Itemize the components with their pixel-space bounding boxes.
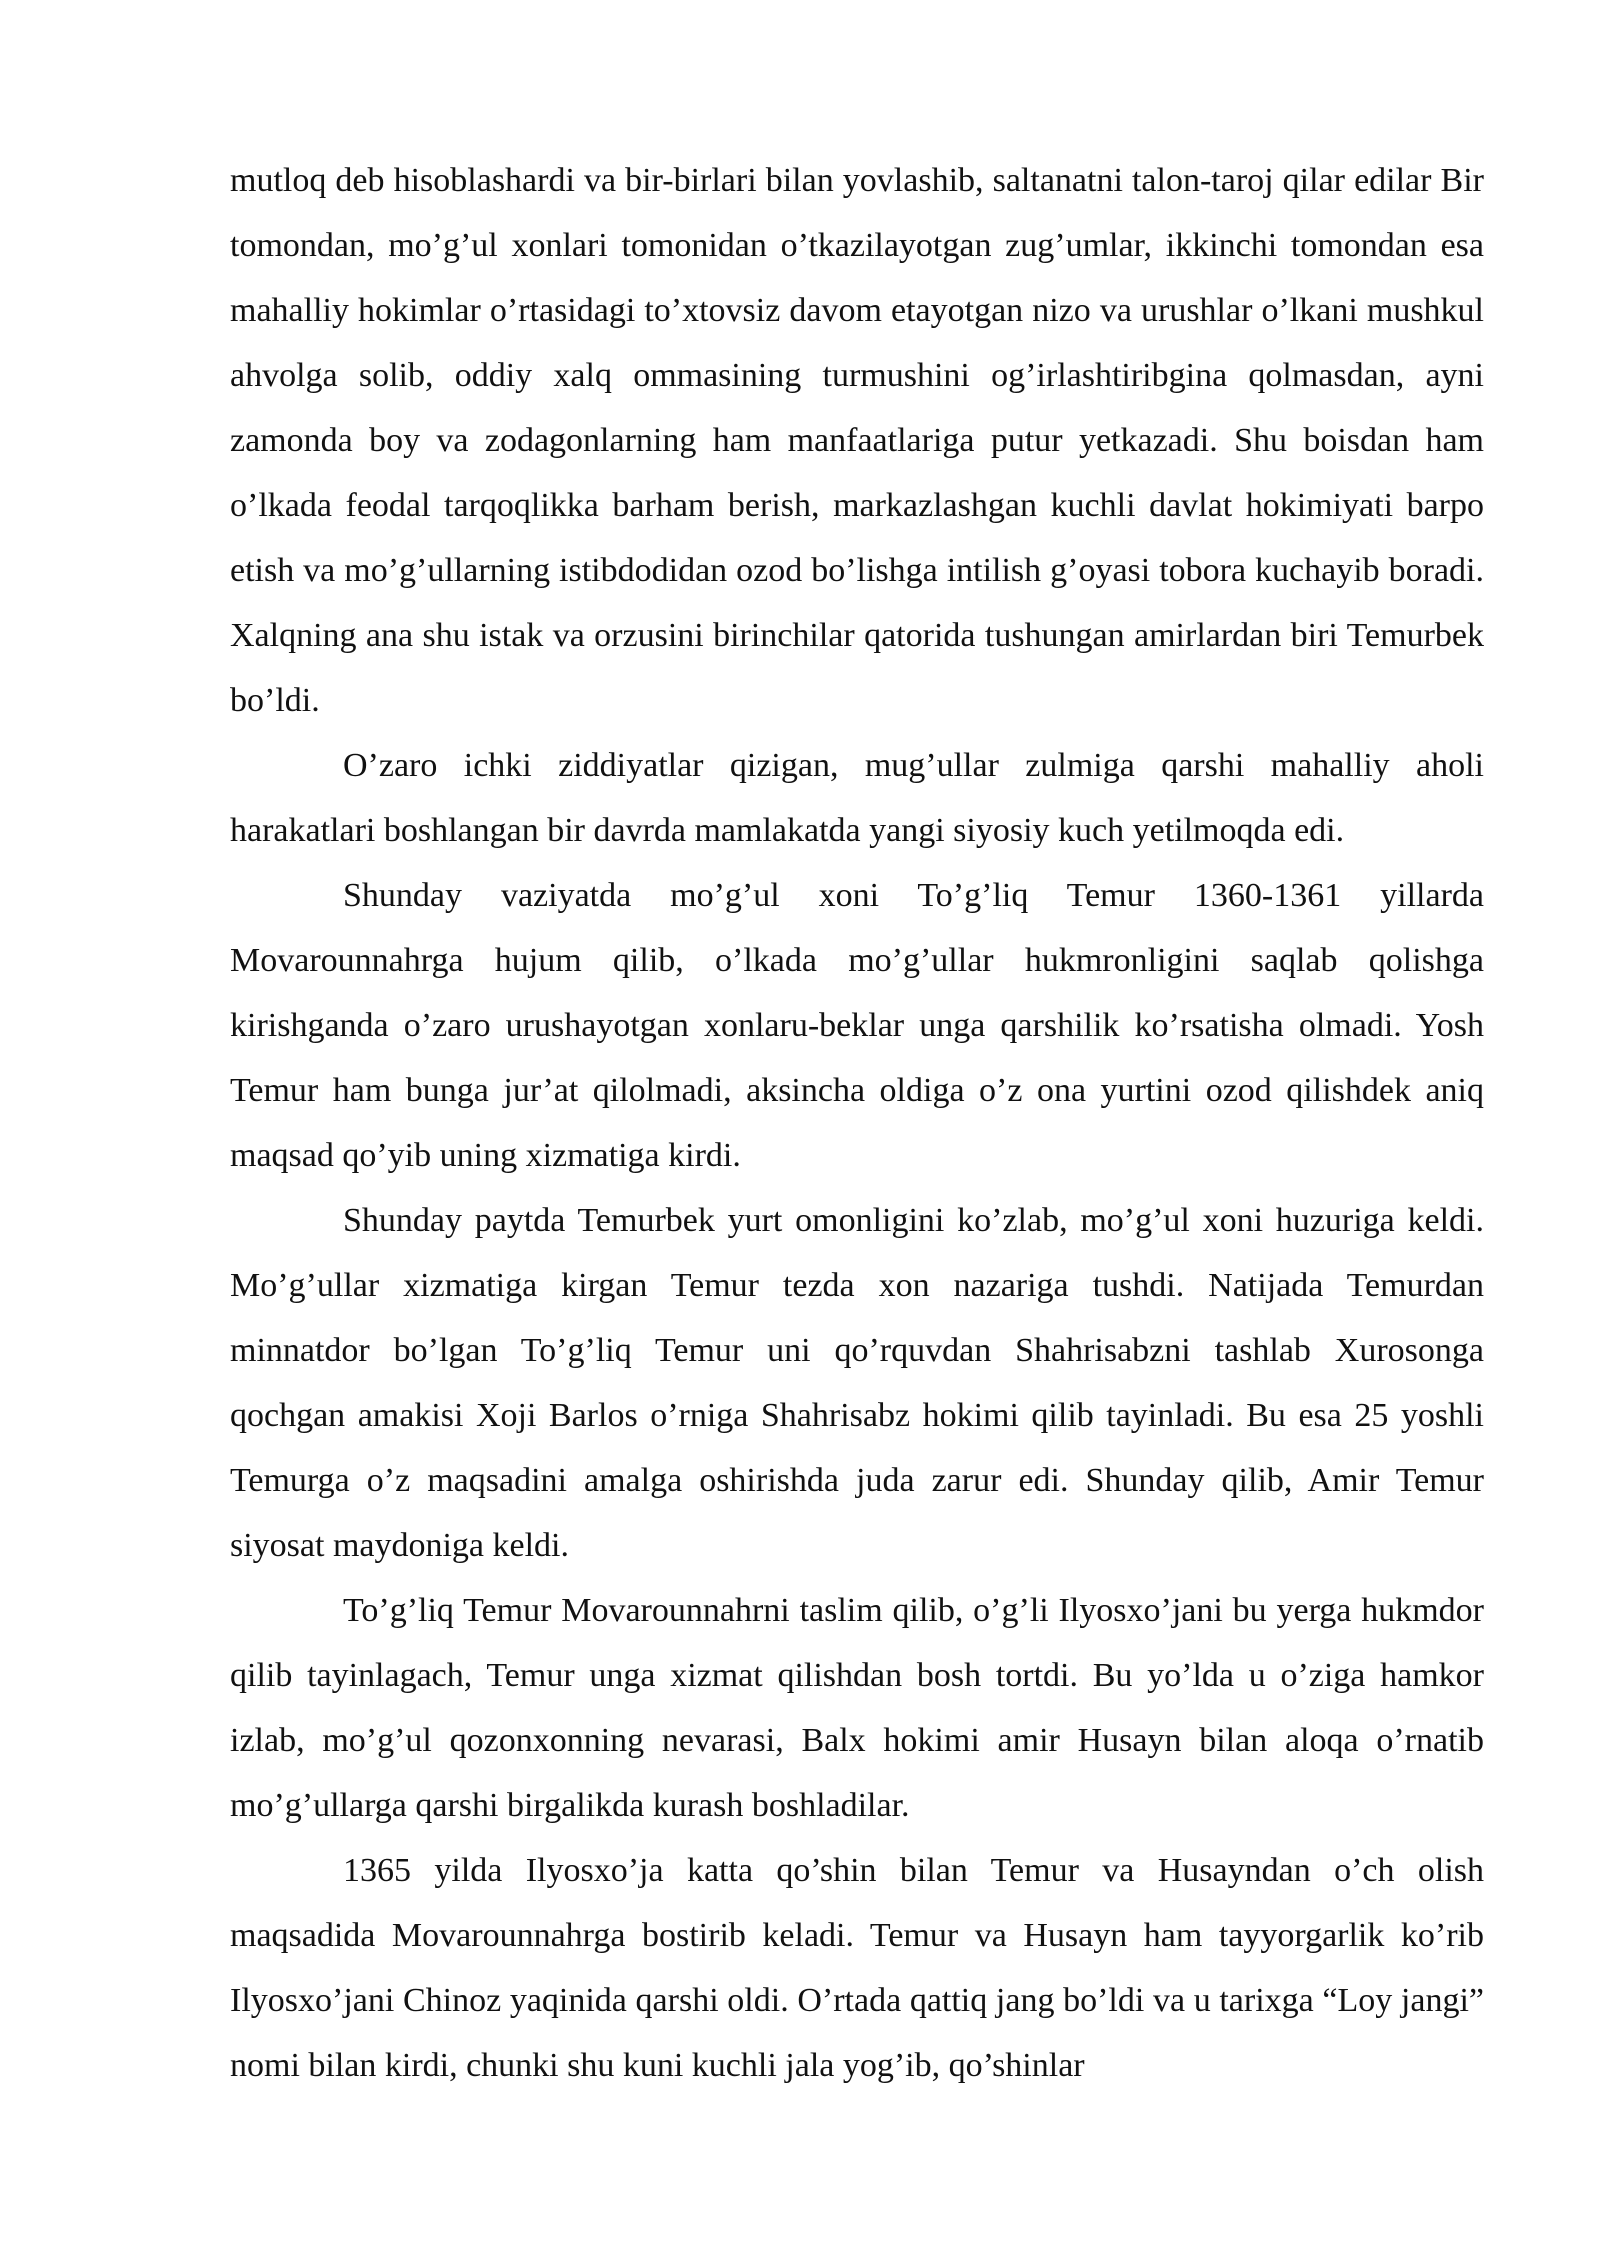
paragraph-3: Shunday vaziyatda mo’g’ul xoni To’g’liq Temur 1360-1361 yillarda Movarounnahrga hujum qilib, o’lkada mo’g’ullar hukmronligini saqlab qolishga kirishganda o’zaro urushayotgan xonlaru-beklar unga qarshilik ko’rsatisha olmadi. Yosh Temur ham bunga jur’at qilolmadi, aksincha oldiga o’z ona yurtini ozod qilishdek aniq maqsad qo’yib uning xizmatiga kirdi.: [230, 877, 1484, 1174]
paragraph-1: mutloq deb hisoblashardi va bir-birlari bilan yovlashib, saltanatni talon-taroj qilar edilar Bir tomondan, mo’g’ul xonlari tomonidan o’tkazilayotgan zug’umlar, ikkinchi tomondan esa mahalliy hokimlar o’rtasidagi to’xtovsiz davom etayotgan nizo va urushlar o’lkani mushkul ahvolga solib, oddiy xalq ommasining turmushini og’irlashtiribgina qolmasdan, ayni zamonda boy va zodagonlarning ham manfaatlariga putur yetkazadi. Shu boisdan ham o’lkada feodal tarqoqlikka barham berish, markazlashgan kuchli davlat hokimiyati barpo etish va mo’g’ullarning istibdodidan ozod bo’lishga intilish g’oyasi tobora kuchayib boradi. Xalqning ana shu istak va orzusini birinchilar qatorida tushungan amirlardan biri Temurbek bo’ldi.: [230, 162, 1484, 719]
paragraph-5: To’g’liq Temur Movarounnahrni taslim qilib, o’g’li Ilyosxo’jani bu yerga hukmdor qilib tayinlagach, Temur unga xizmat qilishdan bosh tortdi. Bu yo’lda u o’ziga hamkor izlab, mo’g’ul qozonxonning nevarasi, Balx hokimi amir Husayn bilan aloqa o’rnatib mo’g’ullarga qarshi birgalikda kurash boshladilar.: [230, 1592, 1484, 1824]
body-text: [230, 148, 1484, 2098]
paragraph-6: 1365 yilda Ilyosxo’ja katta qo’shin bilan Temur va Husayndan o’ch olish maqsadida Movarounnahrga bostirib keladi. Temur va Husayn ham tayyorgarlik ko’rib Ilyosxo’jani Chinoz yaqinida qarshi oldi. O’rtada qattiq jang bo’ldi va u tarixga “Loy jangi” nomi bilan kirdi, chunki shu kuni kuchli jala yog’ib, qo’shinlar: [230, 1852, 1484, 2084]
paragraph-2: O’zaro ichki ziddiyatlar qizigan, mug’ullar zulmiga qarshi mahalliy aholi harakatlari boshlangan bir davrda mamlakatda yangi siyosiy kuch yetilmoqda edi.: [230, 747, 1484, 849]
paragraph-4: Shunday paytda Temurbek yurt omonligini ko’zlab, mo’g’ul xoni huzuriga keldi. Mo’g’ullar xizmatiga kirgan Temur tezda xon nazariga tushdi. Natijada Temurdan minnatdor bo’lgan To’g’liq Temur uni qo’rquvdan Shahrisabzni tashlab Xurosonga qochgan amakisi Xoji Barlos o’rniga Shahrisabz hokimi qilib tayinladi. Bu esa 25 yoshli Temurga o’z maqsadini amalga oshirishda juda zarur edi. Shunday qilib, Amir Temur siyosat maydoniga keldi.: [230, 1202, 1484, 1564]
